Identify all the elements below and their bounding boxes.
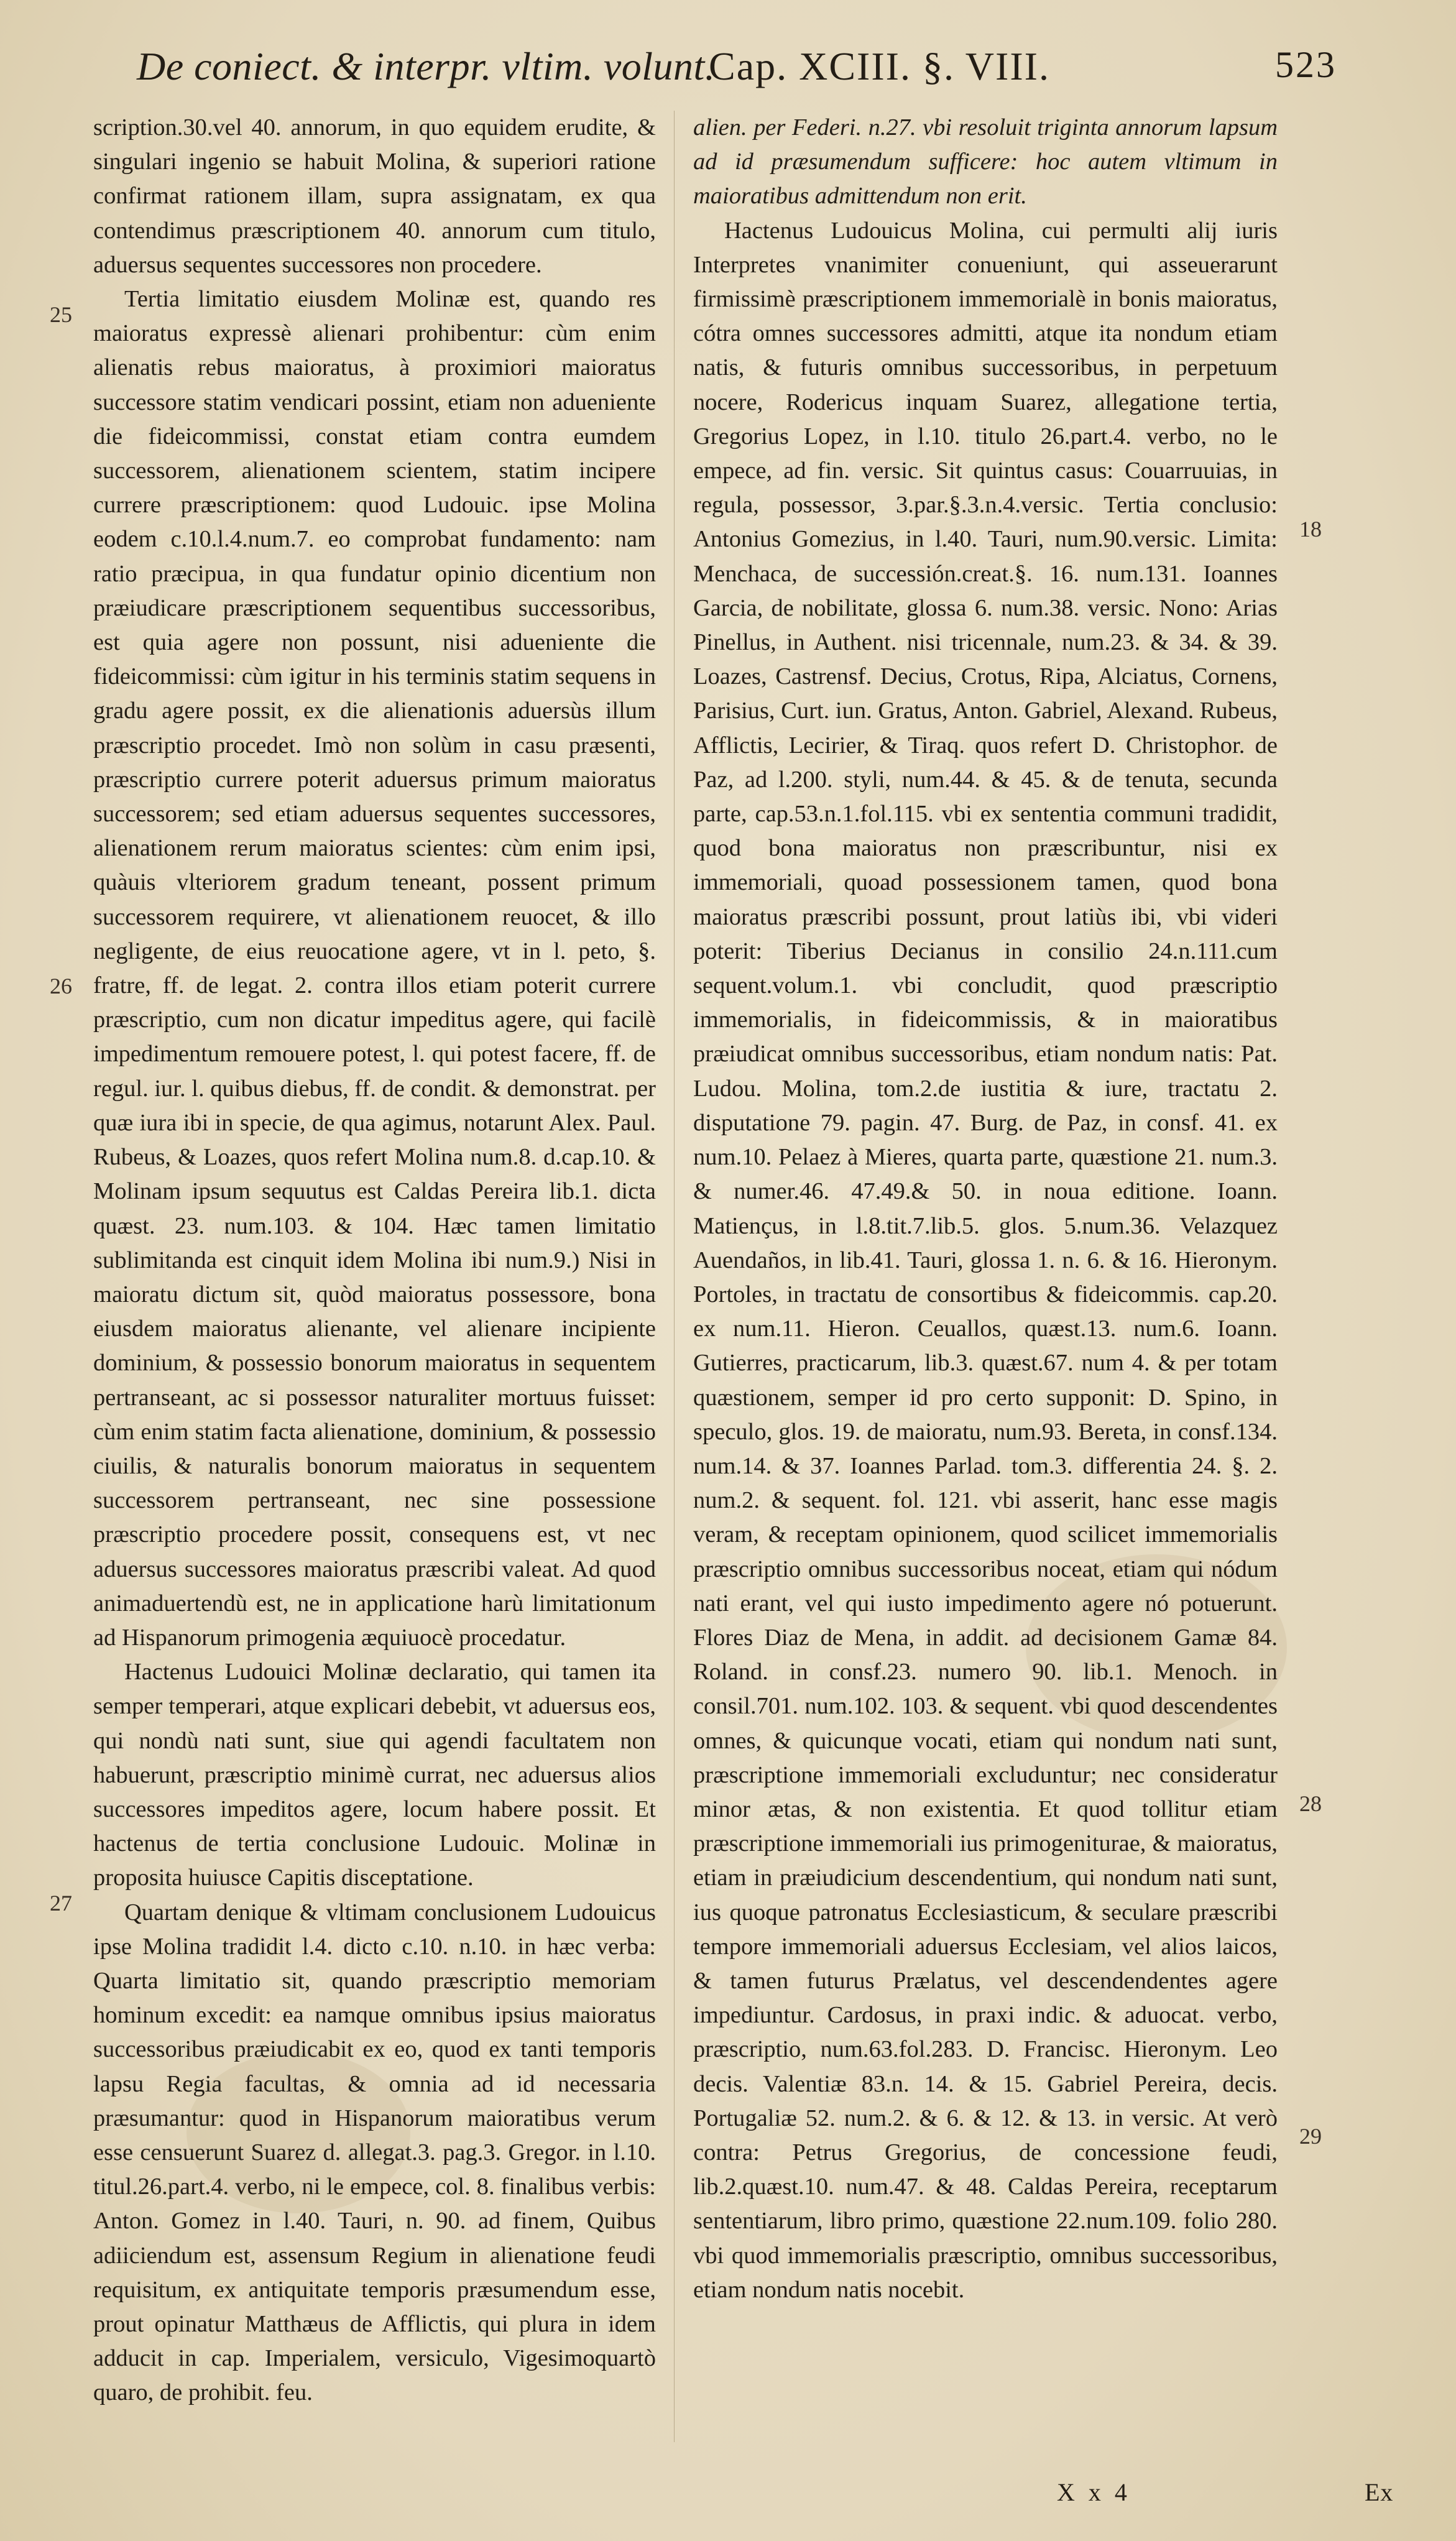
paragraph: alien. per Federi. n.27. vbi resoluit triginta annorum lapsum ad id præsumendum sufficere: hoc autem vltimum in maioratibus admittendum non erit.	[693, 114, 1278, 210]
page-number: 523	[1275, 44, 1337, 85]
column-divider	[674, 111, 675, 2442]
margin-number: 27	[50, 1891, 72, 1916]
margin-number: 25	[50, 302, 72, 327]
margin-number: 18	[1299, 517, 1322, 542]
margin-number: 29	[1299, 2124, 1322, 2149]
paragraph: Hactenus Ludouicus Molina, cui permulti alij iuris Interpretes vnanimiter conueniunt, qui asseuerarunt firmissimè præscriptionem immemorialè in bonis maioratus, cótra omnes successores admitti, atque ita nondum etiam natis, & futuris omnibus successoribus, in perpetuum nocere, Rodericus inquam Suarez, allegatione tertia, Gregorius Lopez, in l.10. titulo 26.part.4. verbo, no le empece, ad fin. versic. Sit quintus casus: Couarruuias, in regula, possessor, 3.par.§.3.n.4.versic. Tertia conclusio: Antonius Gomezius, in l.40. Tauri, num.90.versic. Limita: Menchaca, de successión.creat.§. 16. num.131. Ioannes Garcia, de nobilitate, glossa 6. num.38. versic. Nono: Arias Pinellus, in Authent. nisi tricennale, num.23. & 34. & 39. Loazes, Castrensf. Decius, Crotus, Ripa, Alciatus, Cornens, Parisius, Curt. iun. Gratus, Anton. Gabriel, Alexand. Rubeus, Afflictis, Lecirier, & Tiraq. quos refert D. Christophor. de Paz, ad l.200. styli, num.44. & 45. & de tenuta, secunda parte, cap.53.n.1.fol.115. vbi ex sententia communi tradidit, quod bona maioratus non præscribuntur, nisi ex immemoriali, quoad possessionem tamen, quod bona maioratus præscribi possunt, prout latiùs ibi, vbi videri poterit: Tiberius Decianus in consilio 24.n.111.cum sequent.volum.1. vbi concludit, quod præscriptio immemorialis, in fideicommissis, & in maioratibus præiudicat omnibus successoribus, etiam nondum natis: Pat. Ludou. Molina, tom.2.de iustitia & iure, tractatu 2. disputatione 79. pagin. 47. Burg. de Paz, in consf. 41. ex num.10. Pelaez à Mieres, quarta parte, quæstione 21. num.3. & numer.46. 47.49.& 50. in noua editione. Ioann. Matiençus, in l.8.tit.7.lib.5. glos. 5.num.36. Velazquez Auendaños, in lib.41. Tauri, glossa 1. n. 6. & 16. Hieronym. Portoles, in tractatu de consortibus & fideicommis. cap.20. ex num.11. Hieron. Ceuallos, quæst.13. num.6. Ioann. Gutierres, practicarum, lib.3. quæst.67. num 4. & per totam quæstionem, semper id pro certo supponit: D. Spino, in speculo, glos. 19. de maioratu, num.93. Bereta, in consf.134. num.14. & 37. Ioannes Parlad. tom.3. differentia 24. §. 2. num.2. & sequent. fol. 121. vbi asserit, hanc esse magis veram, & receptam opinionem, quod scilicet immemorialis præscriptio omnibus successoribus noceat, etiam qui nódum nati erant, vel qui iusto impedimento agere nó potuerunt. Flores Diaz de Mena, in addit. ad decisionem Gamæ 84. Roland. in consf.23. numero 90. lib.1. Menoch. in consil.701. num.102. 103. & sequent. vbi quod descendentes omnes, & quicunque vocati, etiam qui nondum nati sunt, præscriptione immemoriali excluduntur; nec consideratur minor ætas, & non existentia. Et quod tollitur etiam præscriptione immemoriali ius primogeniturae, & maioratus, etiam in præiudicium descendentium, qui nondum nati sunt, ius quoque patronatus Ecclesiasticum, & seculare præscribi tempore immemoriali aduersus Ecclesiam, vel alios laicos, & tamen futurus Prælatus, vel descendendentes agere impediuntur. Cardosus, in praxi indic. & aduocat. verbo, præscriptio, num.63.fol.283. D. Francisc. Hieronym. Leo decis. Valentiæ 83.n. 14. & 15. Gabriel Pereira, decis. Portugaliæ 52. num.2. & 6. & 12. & 13. in versic. At verò contra: Petrus Gregorius, de concessione feudi, lib.2.quæst.10. num.47. & 48. Caldas Pereira, receptarum sententiarum, libro primo, quæstione 22.num.109. folio 280. vbi quod immemorialis præscriptio, omnibus successoribus, etiam nondum natis nocebit.	[693, 217, 1278, 2303]
paragraph: Hactenus Ludouici Molinæ declaratio, qui tamen ita semper temperari, atque explicari debebit, vt aduersus eos, qui nondù nati sunt, siue qui agendi facultatem non habuerunt, præscriptio minimè currat, nec aduersus alios successores impeditos agere, locum habere possit. Et hactenus de tertia conclusione Ludouic. Molinæ in proposita huiusce Capitis disceptatione.	[93, 1659, 656, 1891]
margin-number: 26	[50, 974, 72, 998]
left-column	[93, 111, 656, 2410]
paragraph: scription.30.vel 40. annorum, in quo equidem erudite, & singulari ingenio se habuit Molina, & superiori ratione confirmat rationem illam, supra assignatam, ex qua contendimus præscriptionem 40. annorum cum titulo, aduersus sequentes successores non procedere.	[93, 114, 656, 278]
page-header	[137, 44, 1337, 99]
right-column	[693, 111, 1278, 2307]
paragraph: Tertia limitatio eiusdem Molinæ est, quando res maioratus expressè alienari prohibentur: cùm enim alienatis rebus maioratus, à proximiori maioratus successore statim vendicari possint, etiam non adueniente die fideicommissi, constat etiam contra eumdem successorem, alienationem scientem, statim incipere currere præscriptionem: quod Ludouic. ipse Molina eodem c.10.l.4.num.7. eo comprobat fundamento: nam ratio præcipua, in qua fundatur opinio dicentium non præiudicare præscriptionem sequentibus successoribus, est quia agere non possunt, nisi adueniente die fideicommissi: cùm igitur in his terminis statim sequens in gradu agere possit, ex die alienationis aduersùs illum præscriptio procedet. Imò non solùm in casu præsenti, præscriptio currere poterit aduersus primum maioratus successorem; sed etiam aduersus sequentes successores, alienationem rerum maioratus scientes: cùm enim ipsi, quàuis vlteriorem gradum teneant, possent primum successorem requirere, vt alienationem reuocet, & illo negligente, de eius reuocatione agere, vt in l. peto, §. fratre, ff. de legat. 2. contra illos etiam poterit currere præscriptio, cum non dicatur impeditus agere, qui facilè impedimentum remouere potest, l. qui potest facere, ff. de regul. iur. l. quibus diebus, ff. de condit. & demonstrat. per quæ iura ibi in specie, de qua agimus, notarunt Alex. Paul. Rubeus, & Loazes, quos refert Molina num.8. d.cap.10. & Molinam ipsum sequutus est Caldas Pereira lib.1. dicta quæst. 23. num.103. & 104. Hæc tamen limitatio sublimitanda est cinquit idem Molina ibi num.9.) Nisi in maioratu dictum sit, quòd maioratus possessore, bona eiusdem maioratus alienante, vel alienare incipiente dominium, & possessio bonorum maioratus in sequentem pertranseant, ac si possessor naturaliter mortuus fuisset: cùm enim statim facta alienatione, dominium, & possessio ciuilis, & naturalis bonorum maioratus in sequentem successorem pertranseant, nec sine possessione præscriptio procedere possit, consequens est, vt nec aduersus successores maioratus præscribi valeat. Ad quod animaduertendù est, ne in applicatione harù limitationum ad Hispanorum primogenia æquiuocè procedatur.	[93, 286, 656, 1651]
margin-number: 28	[1299, 1791, 1322, 1816]
chapter-heading: Cap. XCIII. §. VIII.	[709, 44, 1050, 88]
paragraph: Quartam denique & vltimam conclusionem Ludouicus ipse Molina tradidit l.4. dicto c.10. n.10. in hæc verba: Quarta limitatio sit, quando præscriptio memoriam hominum excedit: ea namque omnibus ipsius maioratus successoribus præiudicabit ex eo, quod ex tanti temporis lapsu Regia facultas, & omnia ad id necessaria præsumantur: quod in Hispanorum maioratibus verum esse censuerunt Suarez d. allegat.3. pag.3. Gregor. in l.10. titul.26.part.4. verbo, ni le empece, col. 8. finalibus verbis: Anton. Gomez in l.40. Tauri, n. 90. ad finem, Quibus adiiciendum est, assensum Regium in alienatione feudi requisitum, ex antiquitate temporis præsumendum esse, prout opinatur Matthæus de Afflictis, qui plura in idem adducit in cap. Imperialem, versiculo, Vigesimoquartò quaro, de prohibit. feu.	[93, 1899, 656, 2406]
catchword: Ex	[1365, 2478, 1394, 2506]
signature-mark: X x 4	[1057, 2478, 1131, 2506]
running-title: De coniect. & interpr. vltim. volunt.	[137, 44, 716, 88]
